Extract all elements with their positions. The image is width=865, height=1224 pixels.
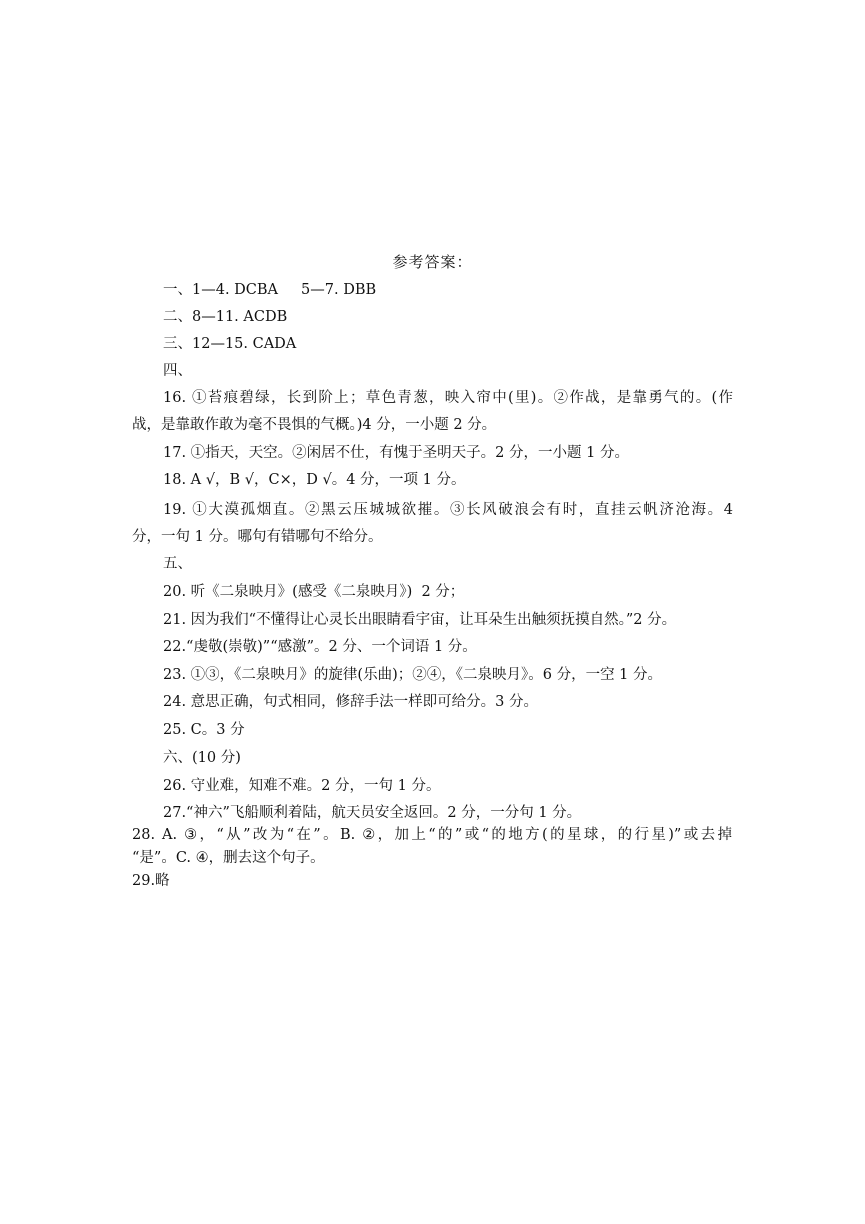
section-heading-5: 五、 bbox=[163, 556, 192, 572]
answer-20: 20. 听《二泉映月》(感受《二泉映月》) 2 分； bbox=[163, 584, 465, 600]
answer-17: 17. ①指天，天空。②闲居不仕，有愧于圣明天子。2 分，一小题 1 分。 bbox=[163, 445, 629, 461]
answer-24: 24. 意思正确，句式相同，修辞手法一样即可给分。3 分。 bbox=[163, 694, 539, 710]
section-heading-4: 四、 bbox=[163, 363, 192, 379]
answer-25: 25. C。3 分 bbox=[163, 722, 245, 738]
answer-16-line-2: 战，是靠敢作敢为毫不畏惧的气概。)4 分，一小题 2 分。 bbox=[132, 417, 497, 433]
page-title: 参考答案： bbox=[392, 253, 473, 271]
answer-section-1: 一、1—4. DCBA 5—7. DBB bbox=[163, 282, 377, 298]
answer-27: 27.“神六”飞船顺利着陆，航天员安全返回。2 分，一分句 1 分。 bbox=[163, 805, 582, 821]
answer-section-2: 二、8—11. ACDB bbox=[163, 309, 288, 325]
answer-21: 21. 因为我们“不懂得让心灵长出眼睛看宇宙，让耳朵生出触须抚摸自然。”2 分。 bbox=[163, 612, 677, 628]
answer-26: 26. 守业难，知难不难。2 分，一句 1 分。 bbox=[163, 778, 441, 794]
answer-19-line-1: 19. ①大漠孤烟直。②黑云压城城欲摧。③长风破浪会有时，直挂云帆济沧海。4 bbox=[163, 502, 733, 518]
answer-29: 29.略 bbox=[132, 873, 170, 889]
answer-16-line-1: 16. ①苔痕碧绿，长到阶上；草色青葱，映入帘中(里)。②作战，是靠勇气的。(作 bbox=[163, 390, 733, 406]
answer-section-3: 三、12—15. CADA bbox=[163, 336, 297, 352]
answer-28-line-1: 28. A. ③，“从”改为“在”。B. ②，加上“的”或“的地方(的星球，的行星)”或去掉 bbox=[132, 827, 732, 843]
answer-23: 23. ①③，《二泉映月》的旋律(乐曲)；②④，《二泉映月》。6 分，一空 1 分。 bbox=[163, 667, 663, 683]
section-heading-6: 六、(10 分) bbox=[163, 750, 241, 766]
answer-22: 22.“虔敬(崇敬)”“感激”。2 分、一个词语 1 分。 bbox=[163, 639, 477, 655]
answer-28-line-2: “是”。C. ④，删去这个句子。 bbox=[132, 850, 325, 866]
answer-19-line-2: 分，一句 1 分。哪句有错哪句不给分。 bbox=[132, 529, 383, 545]
answer-18: 18. A √，B √，C×，D √。4 分，一项 1 分。 bbox=[163, 472, 466, 488]
